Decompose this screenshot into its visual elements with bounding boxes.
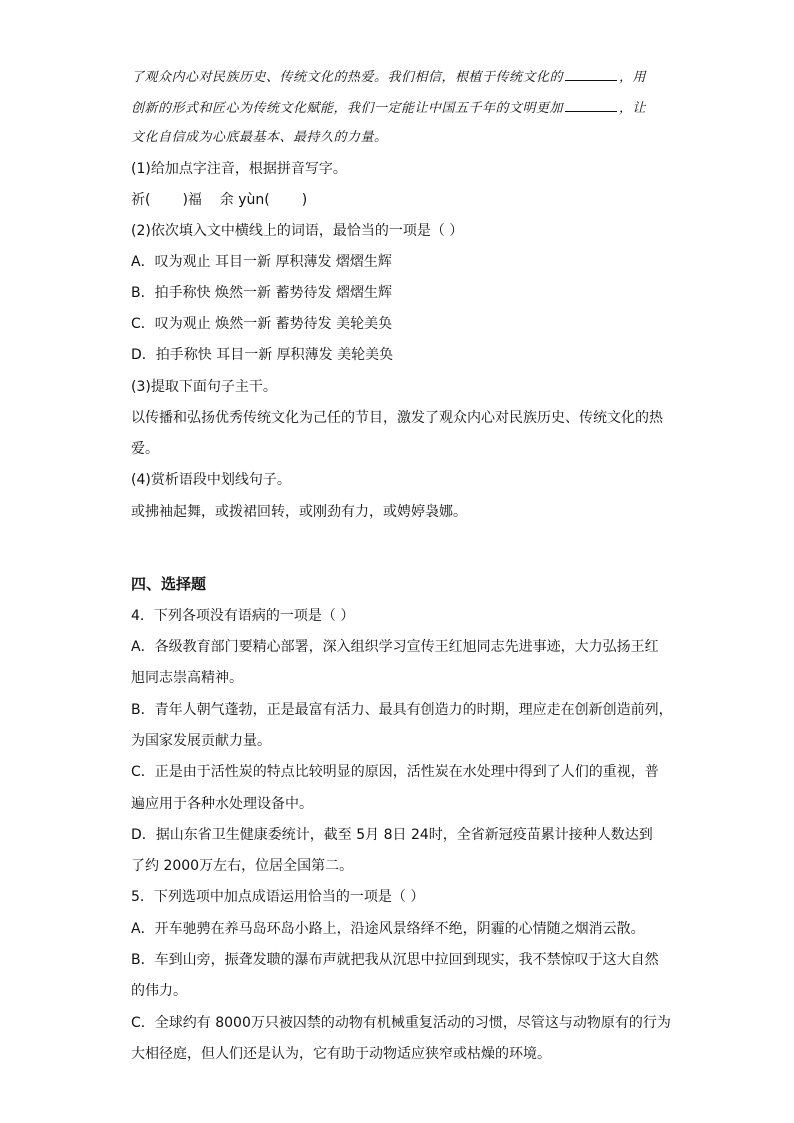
passage-text: 了观众内心对民族历史、传统文化的热爱。我们相信，根植于传统文化的 [131,70,564,85]
passage-line-1 [131,66,646,88]
passage-text: ，用 [619,70,647,85]
q4-stem: 4．下列各项没有语病的一项是（ ） [131,608,355,624]
q3-sub3-text-1: 以传播和弘扬优秀传统文化为己任的节目，激发了观众内心对民族历史、传统文化的热 [131,410,663,426]
pinyin-item-1-prefix: 祈( [131,192,151,208]
q3-option-c[interactable]: C．叹为观止 焕然一新 蓄势待发 美轮美奂 [131,316,393,332]
q3-sub4-text: 或拂袖起舞，或拨裙回转，或刚劲有力，或娉婷袅娜。 [131,504,467,520]
q5-option-b[interactable]: B．车到山旁，振聋发聩的瀑布声就把我从沉思中拉回到现实，我不禁惊叹于这大自然 [131,952,659,968]
section-heading: 四、选择题 [131,575,207,593]
q3-sub4: (4)赏析语段中划线句子。 [131,472,291,488]
q4-option-a[interactable]: A．各级教育部门要精心部署，深入组织学习宣传王红旭同志先进事迹，大力弘扬王红 [131,639,659,655]
fill-blank-2[interactable] [565,97,617,112]
pinyin-item-2-suffix: ) [301,192,308,208]
q4-option-c[interactable]: C．正是由于活性炭的特点比较明显的原因，活性炭在水处理中得到了人们的重视，普 [131,764,659,780]
pinyin-item-1-suffix: )福 [182,192,202,208]
q4-option-b-cont: 为国家发展贡献力量。 [131,733,271,749]
q5-option-a[interactable]: A．开车驰骋在养马岛环岛小路上，沿途风景络绎不绝，阴霾的心情随之烟消云散。 [131,921,645,937]
passage-line-3: 文化自信成为心底最基本、最持久的力量。 [131,130,388,145]
passage-text: 创新的形式和匠心为传统文化赋能，我们一定能让中国五千年的文明更加 [131,101,564,116]
pinyin-item-2-prefix: 余 yùn( [219,192,270,208]
q5-option-c[interactable]: C．全球约有 8000万只被囚禁的动物有机械重复活动的习惯，尽管这与动物原有的行为 [131,1015,671,1031]
q5-option-c-cont: 大相径庭，但人们还是认为，它有助于动物适应狭窄或枯燥的环境。 [131,1046,551,1062]
q4-option-b[interactable]: B．青年人朝气蓬勃，正是最富有活力、最具有创造力的时期，理应走在创新创造前列， [131,702,673,718]
q3-sub3-text-2: 爱。 [131,441,159,457]
q5-option-b-cont: 的伟力。 [131,983,187,999]
passage-line-2 [131,97,646,119]
q3-sub2: (2)依次填入文中横线上的词语，最恰当的一项是（ ） [131,223,464,239]
q3-option-b[interactable]: B．拍手称快 焕然一新 蓄势待发 熠熠生辉 [131,285,392,301]
q4-option-c-cont: 遍应用于各种水处理设备中。 [131,796,313,812]
q3-option-a[interactable]: A．叹为观止 耳目一新 厚积薄发 熠熠生辉 [131,254,392,270]
q3-option-d[interactable]: D．拍手称快 耳目一新 厚积薄发 美轮美奂 [131,347,394,363]
q5-stem: 5．下列选项中加点成语运用恰当的一项是（ ） [131,889,425,905]
q3-sub1: (1)给加点字注音，根据拼音写字。 [131,161,347,177]
q3-sub1-items [131,190,307,210]
passage-text: ，让 [619,101,647,116]
fill-blank-1[interactable] [565,66,617,81]
q4-option-d-cont: 了约 2000万左右，位居全国第二。 [131,858,354,874]
q3-sub3: (3)提取下面句子主干。 [131,379,277,395]
q4-option-d[interactable]: D．据山东省卫生健康委统计，截至 5月 8日 24时，全省新冠疫苗累计接种人数达到 [131,827,653,843]
q4-option-a-cont: 旭同志崇高精神。 [131,670,243,686]
